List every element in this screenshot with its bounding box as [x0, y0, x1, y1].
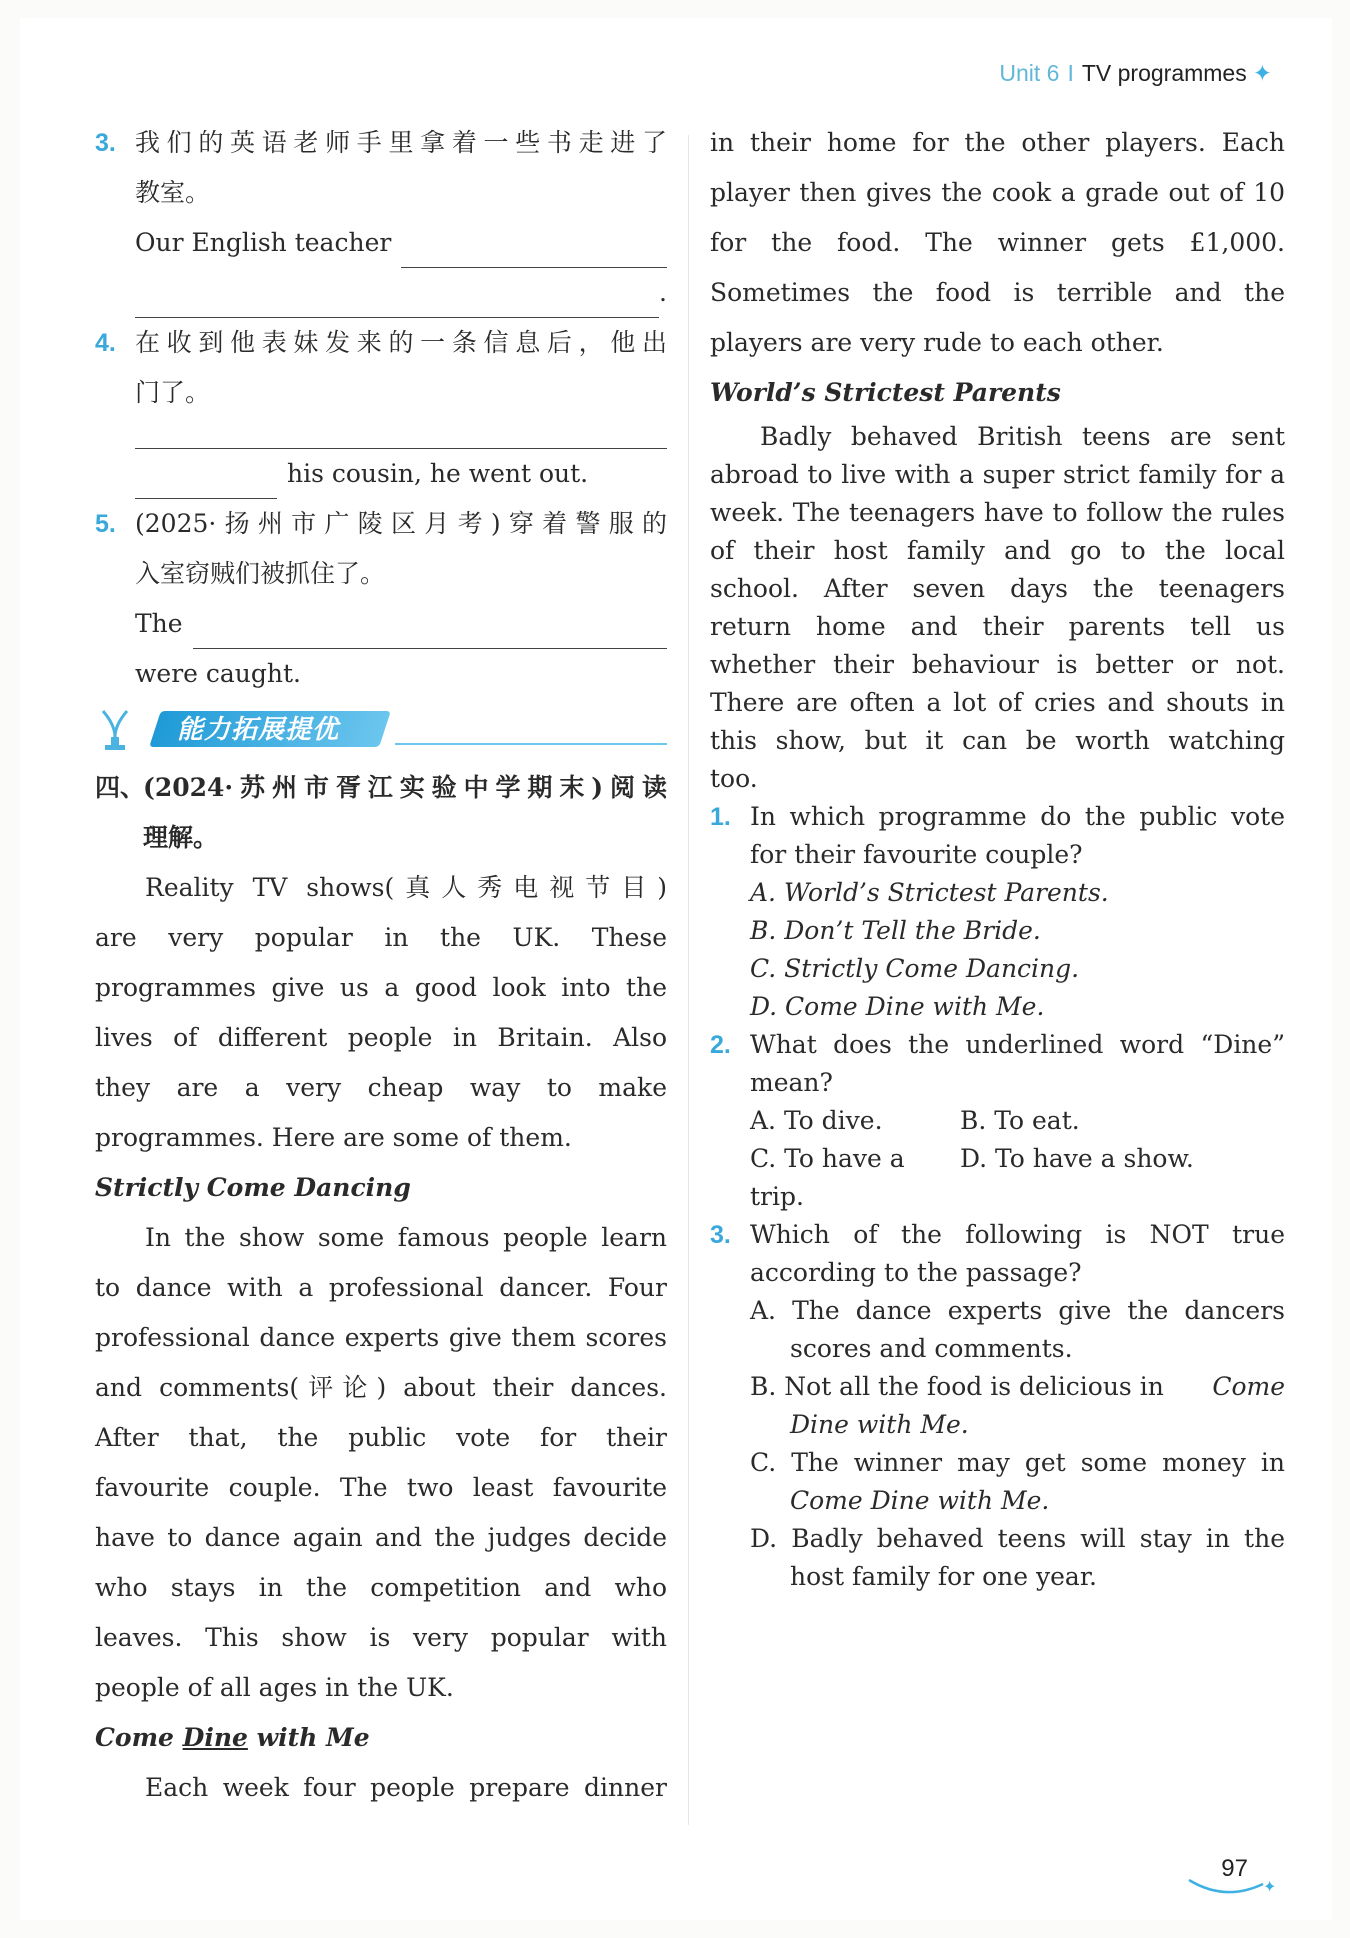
q3-option-d[interactable]: D. Badly behaved teens will stay in the — [750, 1524, 1285, 1553]
q4-answer-blank-2[interactable] — [135, 468, 277, 499]
running-header — [999, 60, 1272, 87]
passage-line: week. The teenagers have to follow the rules — [710, 498, 1285, 527]
question-number: 5. — [95, 510, 116, 538]
passage-line: school. After seven days the teenagers — [710, 574, 1285, 603]
q3-answer-line1 — [135, 218, 667, 268]
passage-line: programmes give us a good look into the — [95, 973, 667, 1002]
q5-zh-line1: (2025·扬州市广陵区月考)穿着警服的 — [135, 509, 667, 538]
passage-heading-2 — [95, 1713, 667, 1763]
q3-option-b-cont: Dine with Me. — [790, 1410, 969, 1439]
q1-option-d[interactable]: D. Come Dine with Me. — [750, 992, 1045, 1021]
q2-options-row1 — [750, 1102, 1285, 1140]
passage-line: player then gives the cook a grade out of 10 — [710, 178, 1285, 207]
passage-line: in their home for the other players. Each — [710, 128, 1285, 157]
q3-option-c-cont: Come Dine with Me. — [790, 1486, 1050, 1515]
header-title: TV programmes — [1081, 60, 1247, 86]
section-numeral: 四、 — [95, 773, 146, 802]
q4-answer-line2 — [135, 449, 667, 499]
q2-options-row2 — [750, 1140, 1285, 1216]
passage-line: After that, the public vote for their — [95, 1423, 667, 1452]
q2-option-c[interactable]: C. To have a trip. — [750, 1144, 905, 1211]
q2-stem-line1: What does the underlined word “Dine” — [750, 1030, 1285, 1059]
header-separator: I — [1067, 60, 1074, 86]
q2-option-a[interactable]: A. To dive. — [750, 1106, 883, 1135]
q1-stem-line1: In which programme do the public vote — [750, 802, 1285, 831]
translation-q4 — [95, 318, 667, 499]
q3-zh-line2: 教室。 — [135, 178, 211, 207]
question-number: 1. — [710, 803, 731, 831]
q3-stem-line1: Which of the following is NOT true — [750, 1220, 1285, 1249]
section-title-line2: 理解。 — [143, 823, 219, 852]
passage-line: abroad to live with a super strict family for a — [710, 460, 1285, 489]
passage-heading-1: Strictly Come Dancing — [95, 1173, 411, 1202]
q3-answer-blank[interactable] — [401, 237, 667, 268]
banner-rule — [395, 743, 667, 745]
q3-option-b[interactable] — [750, 1368, 1285, 1406]
passage-line: too. — [710, 764, 758, 793]
column-divider — [688, 135, 689, 1825]
banner-text: 能力拓展提优 — [177, 715, 340, 745]
passage-line: who stays in the competition and who — [95, 1573, 667, 1602]
q4-zh-line2: 门了。 — [135, 378, 211, 407]
passage-line: and comments(评论) about their dances. — [95, 1373, 667, 1402]
sparkle-icon: ✦ — [1252, 60, 1272, 86]
q1-option-c[interactable]: C. Strictly Come Dancing. — [750, 954, 1080, 983]
passage-line: Badly behaved British teens are sent — [760, 422, 1285, 451]
q2-stem-line2: mean? — [750, 1068, 833, 1097]
left-column — [95, 118, 667, 1813]
passage-line: professional dance experts give them scores — [95, 1323, 667, 1352]
question-number: 2. — [710, 1031, 731, 1059]
q2-option-d[interactable]: D. To have a show. — [960, 1144, 1194, 1173]
trophy-icon — [95, 707, 135, 753]
section-banner — [95, 703, 667, 757]
q2-option-b[interactable]: B. To eat. — [960, 1106, 1080, 1135]
q5-answer-blank[interactable] — [193, 618, 667, 649]
q5-answer-line1 — [135, 599, 667, 649]
passage-line: have to dance again and the judges decide — [95, 1523, 667, 1552]
q1-stem-line2: for their favourite couple? — [750, 840, 1083, 869]
q3-en-prefix: Our English teacher — [135, 228, 392, 257]
question-number: 4. — [95, 329, 116, 357]
q4-zh-line1: 在收到他表妹发来的一条信息后，他出 — [135, 328, 667, 357]
passage-line: There are often a lot of cries and shouts in — [710, 688, 1285, 717]
q3-option-d-cont: host family for one year. — [790, 1562, 1097, 1591]
q3-option-b-italic: Come — [1212, 1372, 1285, 1401]
q5-en-prefix: The — [135, 609, 183, 638]
reading-q3 — [710, 1216, 1285, 1596]
passage-line: whether their behaviour is better or not. — [710, 650, 1285, 679]
passage-line: In the show some famous people learn — [145, 1223, 667, 1252]
swoosh-icon — [1185, 1870, 1275, 1900]
q3-stem-line2: according to the passage? — [750, 1258, 1082, 1287]
passage-line: this show, but it can be worth watching — [710, 726, 1285, 755]
heading-text: with Me — [247, 1723, 370, 1752]
q3-answer-blank-2[interactable] — [135, 287, 659, 318]
passage-line: for the food. The winner gets £1,000. — [710, 228, 1285, 257]
question-number: 3. — [710, 1221, 731, 1249]
question-number: 3. — [95, 129, 116, 157]
right-column — [710, 118, 1285, 1596]
passage-line: players are very rude to each other. — [710, 328, 1164, 357]
passage-line: Reality TV shows(真人秀电视节目) — [145, 873, 667, 902]
q1-option-b[interactable]: B. Don’t Tell the Bride. — [750, 916, 1041, 945]
q3-option-a-cont: scores and comments. — [790, 1334, 1073, 1363]
q4-answer-blank[interactable] — [135, 418, 667, 449]
passage-paragraph-2 — [95, 1213, 667, 1713]
passage-line: people of all ages in the UK. — [95, 1673, 454, 1702]
heading-text: Come — [95, 1723, 183, 1752]
passage-line: they are a very cheap way to make — [95, 1073, 667, 1102]
reading-q2 — [710, 1026, 1285, 1216]
svg-text:✦: ✦ — [1263, 1877, 1277, 1896]
q3-zh-line1: 我们的英语老师手里拿着一些书走进了 — [135, 128, 667, 157]
q5-zh-line2: 入室窃贼们被抓住了。 — [135, 559, 386, 588]
passage-line: Sometimes the food is terrible and the — [710, 278, 1285, 307]
q4-en-suffix: his cousin, he went out. — [287, 459, 589, 488]
page-number: 97 — [1221, 1855, 1248, 1882]
passage-paragraph-3-cont — [710, 118, 1285, 368]
passage-line: leaves. This show is very popular with — [95, 1623, 667, 1652]
passage-line: to dance with a professional dancer. Four — [95, 1273, 667, 1302]
section-title — [95, 763, 667, 863]
passage-paragraph-4 — [710, 418, 1285, 798]
q3-period: . — [659, 278, 667, 307]
passage-line: lives of different people in Britain. Also — [95, 1023, 667, 1052]
header-unit: Unit 6 — [999, 60, 1060, 86]
q3-option-b-text: B. Not all the food is delicious in — [750, 1372, 1164, 1401]
passage-line: of their host family and go to the local — [710, 536, 1285, 565]
q3-option-a[interactable]: A. The dance experts give the dancers — [750, 1296, 1285, 1325]
passage-line: are very popular in the UK. These — [95, 923, 667, 952]
q5-en-end: were caught. — [135, 659, 301, 688]
passage-line: Each week four people prepare dinner — [145, 1773, 667, 1802]
underlined-word: Dine — [182, 1723, 248, 1752]
q3-option-c[interactable]: C. The winner may get some money in — [750, 1448, 1285, 1477]
passage-line: programmes. Here are some of them. — [95, 1123, 572, 1152]
q3-answer-line2 — [135, 268, 667, 318]
passage-heading-3: World’s Strictest Parents — [710, 378, 1061, 407]
q4-answer-line1 — [135, 418, 667, 449]
section-title-line1: (2024·苏州市胥江实验中学期末)阅读 — [143, 773, 667, 802]
q1-option-a[interactable]: A. World’s Strictest Parents. — [750, 878, 1109, 907]
reading-q1 — [710, 798, 1285, 1026]
translation-q5 — [95, 499, 667, 699]
passage-line: return home and their parents tell us — [710, 612, 1285, 641]
translation-q3 — [95, 118, 667, 318]
passage-paragraph-1 — [95, 863, 667, 1163]
passage-line: favourite couple. The two least favourite — [95, 1473, 667, 1502]
